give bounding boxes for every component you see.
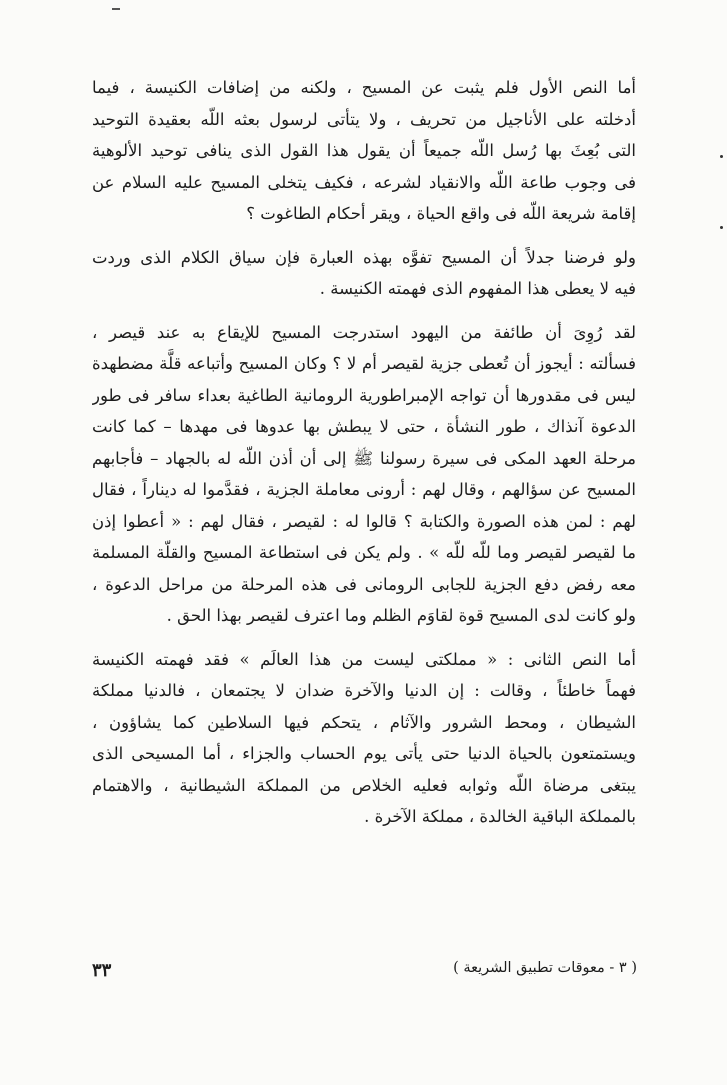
text-line: ليس فى مقدورها أن تواجه الإمبراطورية الرومانية الطاغية بعداء سافر فى طور bbox=[92, 385, 636, 405]
text-line: لهم : لمن هذه الصورة والكتابة ؟ قالوا له : لقيصر ، فقال لهم : « أعطوا إذن bbox=[92, 511, 636, 531]
running-title: ( ٣ - معوقات تطبيق الشريعة ) bbox=[453, 960, 637, 976]
scan-dot bbox=[720, 226, 723, 229]
text-line: فسألته : أيجوز أن تُعطى جزية لقيصر أم لا ؟ وكان المسيح وأتباعه قلَّة مضطهدة bbox=[92, 354, 636, 373]
text-line: أدخلته على الأناجيل من تحريف ، ولا يتأتى لرسول بعثه اللّه بعقيدة التوحيد bbox=[92, 109, 636, 129]
scan-dot bbox=[720, 155, 723, 158]
paragraph bbox=[92, 72, 636, 230]
text-line: إقامة شريعة اللّه فى واقع الحياة ، ويقر أحكام الطاغوت ؟ bbox=[246, 204, 636, 223]
text-line: يبتغى مرضاة اللّه وثوابه فعليه الخلاص من المملكة الشيطانية ، والاهتمام bbox=[92, 775, 636, 795]
paragraph bbox=[92, 242, 636, 305]
paragraph bbox=[92, 317, 636, 632]
scan-mark bbox=[112, 8, 120, 10]
text-line: بالمملكة الباقية الخالدة ، مملكة الآخرة . bbox=[364, 807, 636, 826]
text-line: ولو كانت لدى المسيح قوة لقاوَم الظلم وما اعترف لقيصر بهذا الحق . bbox=[166, 606, 636, 625]
text-line: فهماً خاطئاً ، وقالت : إن الدنيا والآخرة ضدان لا يجتمعان ، فالدنيا مملكة bbox=[92, 681, 636, 700]
text-line: الدعوة آنذاك ، طور النشأة ، حتى لا يبطش بها عدوها فى مهدها – كما كانت bbox=[92, 417, 636, 436]
body-text bbox=[92, 72, 636, 845]
paragraph bbox=[92, 644, 636, 833]
text-line: ما لقيصر لقيصر وما للّه للّه » . ولم يكن فى استطاعة المسيح والقلّة المسلمة bbox=[92, 543, 636, 562]
text-line: المسيح عن سؤالهم ، وقال لهم : أرونى معاملة الجزية ، فقدَّموا له ديناراً ، فقال bbox=[92, 480, 636, 499]
text-line: فيه لا يعطى هذا المفهوم الذى فهمته الكنيسة . bbox=[319, 279, 636, 298]
text-line: مرحلة العهد المكى فى سيرة رسولنا ﷺ إلى أن أذن اللّه له بالجهاد – فأجابهم bbox=[92, 448, 636, 468]
page-footer bbox=[92, 960, 637, 988]
text-line: أما النص الثانى : « مملكتى ليست من هذا العالَم » فقد فهمته الكنيسة bbox=[92, 649, 636, 669]
text-line: أما النص الأول فلم يثبت عن المسيح ، ولكنه من إضافات الكنيسة ، فيما bbox=[92, 78, 636, 97]
text-line: ويستمتعون بالحياة الدنيا حتى يأتى يوم الحساب والجزاء ، أما المسيحى الذى bbox=[92, 744, 636, 763]
text-line: فى وجوب طاعة اللّه والانقياد لشرعه ، فكيف يتخلى المسيح عليه السلام عن bbox=[92, 172, 636, 192]
text-line: الشيطان ، ومحط الشرور والآثام ، يتحكم فيها السلاطين كما يشاؤون ، bbox=[92, 712, 636, 732]
text-line: ولو فرضنا جدلاً أن المسيح تفوَّه بهذه العبارة فإن سياق الكلام الذى وردت bbox=[92, 247, 636, 267]
text-line: معه رفض دفع الجزية للجابى الرومانى فى هذه المرحلة من مراحل الدعوة ، bbox=[92, 574, 636, 594]
text-line: التى بُعِثَ بها رُسل اللّه جميعاً أن يقول هذا القول الذى ينافى توحيد الألوهية bbox=[92, 141, 636, 160]
page-number: ٣٣ bbox=[92, 960, 112, 981]
text-line: لقد رُوِىَ أن طائفة من اليهود استدرجت المسيح للإيقاع به عند قيصر ، bbox=[92, 322, 636, 342]
